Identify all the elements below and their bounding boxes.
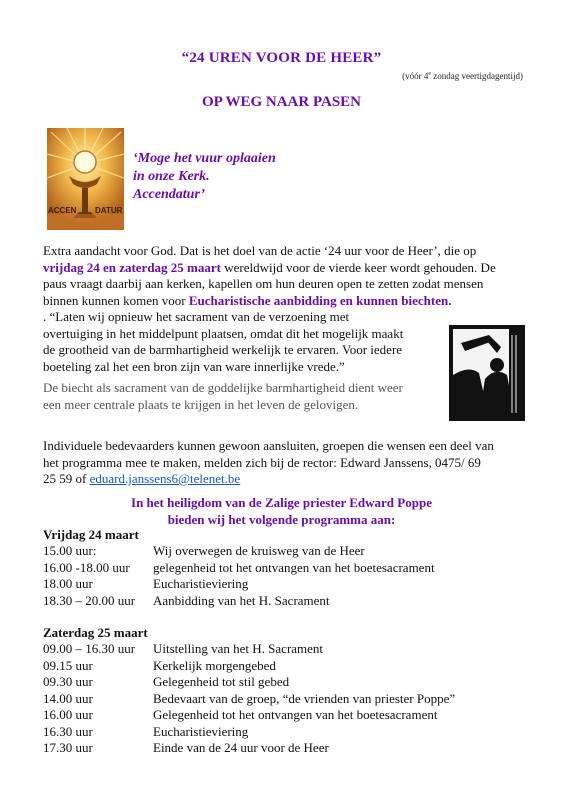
schedule-row: 16.30 uur Eucharistieviering: [43, 723, 249, 739]
schedule-row: 17.30 uur Einde van de 24 uur voor de Heer: [43, 740, 329, 755]
friday-heading: Vrijdag 24 maart: [43, 527, 139, 542]
intro-paragraph: Extra aandacht voor God. Dat is het doel van de actie ‘24 uur voor de Heer’, die op vrijdag 24 en zaterdag 25 maart wereldwijd voor de vierde keer wordt gehouden. De paus vraagt daarbij aan kerken, kapellen om hun deuren open te zetten zodat mensen binnen kunnen komen voor Eucharistische aanbidding en kunnen biechten.: [43, 243, 496, 308]
email-link[interactable]: eduard.janssens6@telenet.be: [89, 471, 241, 486]
schedule-row: 15.00 uur: Wij overwegen de kruisweg van de Heer: [43, 543, 365, 558]
pilgrims-paragraph: Individuele bedevaarders kunnen gewoon aansluiten, groepen die wensen een deel van het programma mee te maken, melden zich bij de rector: Edward Janssens, 0475/ 69 25 59 of eduard.janssens6@telenet.be: [43, 438, 494, 486]
schedule-row: 14.00 uur Bedevaart van de groep, “de vrienden van priester Poppe”: [43, 690, 456, 706]
confession-image: [449, 325, 525, 421]
schedule-row: 09.15 uur Kerkelijk morgengebed: [43, 657, 276, 673]
saturday-heading: Zaterdag 25 maart: [43, 625, 148, 640]
schedule-row: 09.00 – 16.30 uur Uitstelling van het H. Sacrament: [43, 641, 324, 656]
schedule-row: 16.00 uur Gelegenheid tot het ontvangen van het boetesacrament: [43, 707, 438, 722]
schedule-row: 18.00 uur Eucharistieviering: [43, 576, 249, 591]
quote-block: ‘Moge het vuur oplaaien in onze Kerk. Accendatur’: [133, 151, 276, 202]
image-text-right: DATUR: [95, 206, 123, 215]
image-text-left: ACCEN: [48, 206, 77, 215]
subtitle-note: (vóór 4e zondag veertigdagentijd): [402, 71, 523, 81]
schedule-row: 16.00 -18.00 uur gelegenheid tot het ontvangen van het boetesacrament: [43, 559, 435, 575]
citation-paragraph: . “Laten wij opnieuw het sacrament van de verzoening met overtuiging in het middelpunt plaatsen, omdat dit het mogelijk maakt de grootheid van de barmhartigheid werkelijk te ervaren. Voor iedere boeteling zal het een bron zijn van ware innerlijke vrede.”: [43, 309, 404, 374]
program-heading: In het heiligdom van de Zalige priester Edward Poppe bieden wij het volgende programma aan:: [131, 495, 432, 527]
schedule-row: 18.30 – 20.00 uur Aanbidding van het H. Sacrament: [43, 592, 330, 608]
confession-paragraph: De biecht als sacrament van de goddelijke barmhartigheid dient weer een meer centrale plaats te krijgen in het leven de gelovigen.: [43, 380, 403, 412]
page-title: “24 UREN VOOR DE HEER”: [181, 50, 382, 66]
schedule-row: 09.30 uur Gelegenheid tot stil gebed: [43, 674, 290, 689]
page-subtitle: OP WEG NAAR PASEN: [201, 94, 362, 110]
